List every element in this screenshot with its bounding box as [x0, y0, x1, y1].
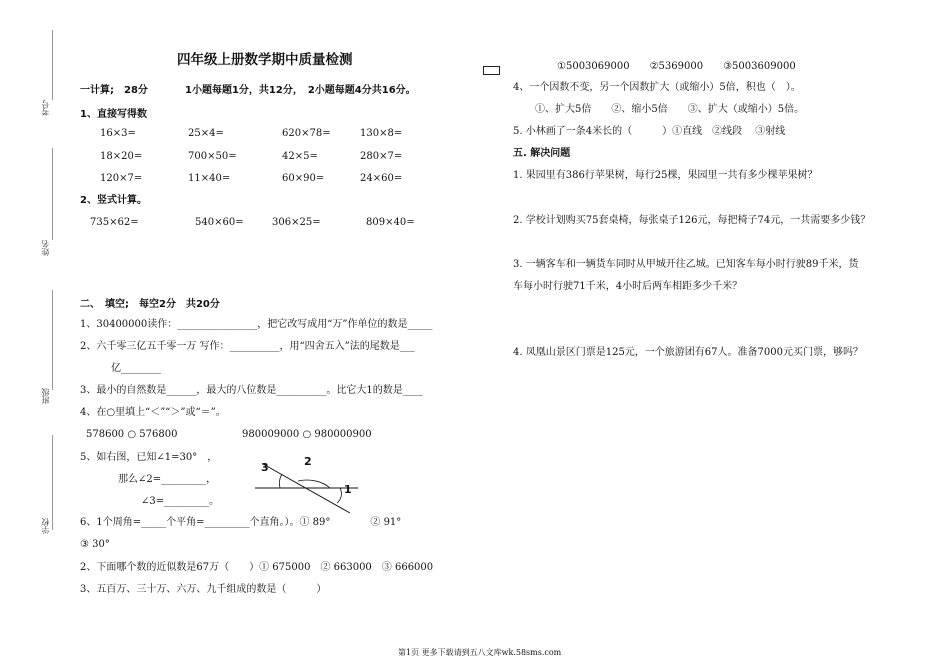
question: 4、在○里填上“＜”“＞”或“＝”。: [80, 407, 226, 418]
section5-heading: 五. 解决问题: [513, 148, 571, 159]
direct-calc: 700×50=: [188, 151, 237, 162]
question: 5、如右图，已知∠1=30° ，: [80, 452, 218, 463]
page-title: 四年级上册数学期中质量检测: [177, 52, 353, 68]
question: 那么∠2=_________，: [118, 474, 217, 485]
angle-label-2: 2: [304, 455, 312, 468]
exam-number-label: 考号: [41, 100, 50, 116]
problem: 1. 果园里有386行苹果树，每行25棵，果园里一共有多少棵苹果树？: [513, 170, 818, 181]
section2-heading: 二、 填空; 每空2分 共20分: [80, 299, 220, 310]
direct-calc: 11×40=: [188, 173, 231, 184]
direct-calc: 18×20=: [100, 151, 143, 162]
small-box: [483, 66, 500, 75]
question: 3、五百万、三十万、六万、九千组成的数是（ ）: [80, 584, 327, 595]
direct-calc: 42×5=: [282, 151, 318, 162]
school-label: 学校: [41, 518, 50, 534]
question: 6、1个周角=_____个平角=_________个直角。）。① 89° ② 91°: [80, 517, 402, 528]
question: 2、六千零三亿五千零一万 写作：__________，用“四舍五入”法的尾数是___: [80, 341, 415, 352]
angle-label-1: 1: [344, 483, 352, 496]
direct-calc: 25×4=: [188, 128, 224, 139]
direct-calc: 24×60=: [360, 173, 403, 184]
question: 2、下面哪个数的近似数是67万（ ）① 675000 ② 663000 ③ 666000: [80, 562, 434, 573]
direct-calc: 16×3=: [100, 128, 136, 139]
page-footer: 第1页 更多下载请到五八文库wk.58sms.com: [398, 648, 562, 657]
question: 4、一个因数不变，另一个因数扩大（或缩小）5倍，积也（ ）。: [513, 82, 801, 93]
problem: 3. 一辆客车和一辆货车同时从甲城开往乙城。已知客车每小时行驶89千米，货: [513, 259, 859, 270]
question: 3、最小的自然数是______，最大的八位数是__________。比它大1的数是____: [80, 385, 423, 396]
question: 5. 小林画了一条4米长的（ ）①直线 ②线段 ③射线: [513, 126, 786, 137]
choice-options: ①5003069000 ②5369000 ③5003609000: [557, 61, 796, 72]
section1-heading: 一计算; 28分: [80, 85, 148, 96]
section1-note: 1小题每题1分，共12分， 2小题每题4分共16分。: [185, 85, 416, 96]
vertical-calc: 735×62=: [90, 217, 139, 228]
problem: 车每小时行驶71千米，4小时后两车相距多少千米？: [513, 281, 743, 292]
direct-calc: 280×7=: [360, 151, 403, 162]
compare-item: 578600 ○ 576800: [86, 429, 178, 440]
direct-calc: 120×7=: [100, 173, 143, 184]
vertical-calc: 809×40=: [366, 217, 415, 228]
angle-label-3: 3: [261, 461, 269, 474]
question: ③ 30°: [80, 539, 110, 550]
name-label: 姓名: [41, 240, 50, 256]
vertical-calc: 306×25=: [272, 217, 321, 228]
question: 亿________: [111, 363, 161, 374]
problem: 2. 学校计划购买75套桌椅，每张桌子126元，每把椅子74元，一共需要多少钱？: [513, 215, 871, 226]
compare-item: 980009000 ○ 980000900: [242, 429, 372, 440]
choice-options: ①、扩大5倍 ②、缩小5倍 ③、扩大（或缩小）5倍。: [535, 104, 805, 115]
direct-calc: 620×78=: [282, 128, 331, 139]
problem: 4. 凤凰山景区门票是125元，一个旅游团有67人。准备7000元买门票，够吗？: [513, 347, 863, 358]
part2-title: 2、竖式计算。: [80, 195, 147, 206]
part1-title: 1、直接写得数: [80, 109, 147, 120]
class-label: 班级: [41, 388, 50, 404]
direct-calc: 130×8=: [360, 128, 403, 139]
direct-calc: 60×90=: [282, 173, 325, 184]
question: 1、30400000读作：________________，把它改写成用“万”作单位的数是_____: [80, 319, 433, 330]
question: ∠3=_________。: [141, 496, 220, 507]
vertical-calc: 540×60=: [195, 217, 244, 228]
